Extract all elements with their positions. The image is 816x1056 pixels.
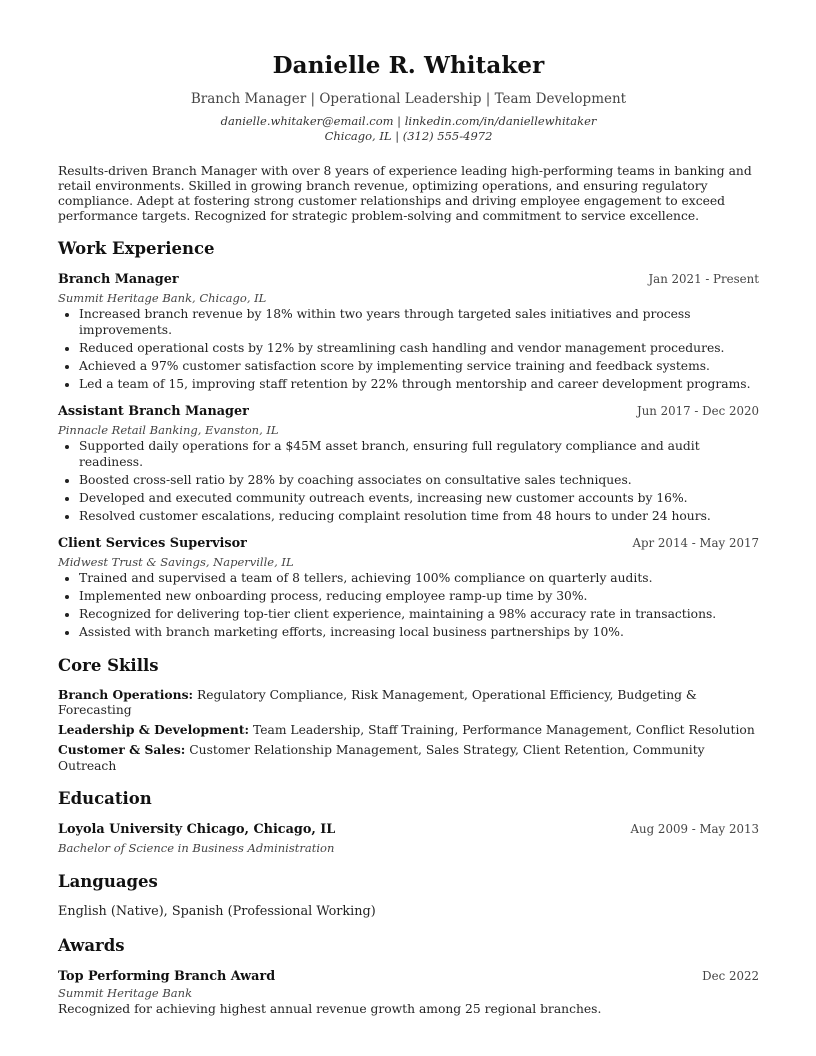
- skill-group-values: Team Leadership, Staff Training, Performance Management, Conflict Resolution: [252, 723, 755, 737]
- job-entry: [58, 270, 759, 392]
- contact-line-location-phone: Chicago, IL | (312) 555-4972: [324, 129, 493, 143]
- job-dates: Jun 2017 - Dec 2020: [636, 404, 759, 418]
- job-bullet: • Boosted cross-sell ratio by 28% by coaching associates on consultative sales techniques.: [79, 473, 759, 489]
- work-experience-section: [58, 238, 759, 641]
- awards-section: [58, 935, 759, 1017]
- section-title-work-experience: Work Experience: [58, 239, 215, 258]
- job-title: Client Services Supervisor: [58, 536, 247, 551]
- section-title-core-skills: Core Skills: [58, 655, 159, 675]
- job-bullets: [58, 307, 759, 392]
- skill-group-label: Branch Operations:: [58, 686, 194, 702]
- education-dates: Aug 2009 - May 2013: [630, 822, 759, 836]
- candidate-name: Danielle R. Whitaker: [272, 52, 545, 79]
- award-description: Recognized for achieving highest annual revenue growth among 25 regional branches.: [58, 1002, 602, 1016]
- languages-section: [58, 871, 759, 921]
- job-bullets: [58, 439, 759, 524]
- skill-group-values: Regulatory Compliance, Risk Management, Operational Efficiency, Budgeting & Forecasting: [58, 687, 697, 717]
- job-bullet: • Developed and executed community outreach events, increasing new customer accounts by 16%.: [79, 491, 759, 507]
- resume-page: [58, 50, 759, 1017]
- skill-group-label: Leadership & Development:: [58, 722, 250, 737]
- job-bullet: • Supported daily operations for a $45M asset branch, ensuring full regulatory compliance and audit readiness.: [79, 439, 759, 470]
- job-entry: [58, 402, 759, 524]
- job-title: Branch Manager: [58, 272, 179, 287]
- job-bullet: • Assisted with branch marketing efforts, increasing local business partnerships by 10%.: [79, 625, 759, 641]
- school-name: Loyola University Chicago, Chicago, IL: [58, 822, 336, 837]
- job-bullet: • Increased branch revenue by 18% within two years through targeted sales initiatives and process improvements.: [79, 307, 759, 338]
- award-name: Top Performing Branch Award: [58, 969, 276, 984]
- job-bullet: • Resolved customer escalations, reducing complaint resolution time from 48 hours to under 24 hours.: [79, 509, 759, 525]
- degree: Bachelor of Science in Business Administration: [58, 841, 335, 855]
- award-date: Dec 2022: [702, 969, 759, 983]
- job-bullet: • Led a team of 15, improving staff retention by 22% through mentorship and career development programs.: [79, 377, 759, 393]
- job-bullet: • Trained and supervised a team of 8 tellers, achieving 100% compliance on quarterly audits.: [79, 571, 759, 587]
- job-bullet: • Implemented new onboarding process, reducing employee ramp-up time by 30%.: [79, 589, 759, 605]
- contact-line-email-linkedin: danielle.whitaker@email.com | linkedin.com/in/daniellewhitaker: [220, 114, 597, 128]
- job-dates: Jan 2021 - Present: [648, 272, 759, 286]
- candidate-tagline: Branch Manager | Operational Leadership | Team Development: [190, 91, 627, 107]
- section-title-education: Education: [58, 789, 152, 808]
- job-entry: [58, 534, 759, 641]
- skill-group: [58, 687, 759, 719]
- job-bullet: • Reduced operational costs by 12% by streamlining cash handling and vendor management procedures.: [79, 341, 759, 357]
- section-title-awards: Awards: [58, 936, 125, 955]
- job-employer: Summit Heritage Bank, Chicago, IL: [58, 291, 267, 305]
- section-title-languages: Languages: [58, 872, 158, 891]
- award-organization: Summit Heritage Bank: [58, 986, 193, 1000]
- skill-group-values: Customer Relationship Management, Sales Strategy, Client Retention, Community Outreach: [58, 743, 705, 773]
- job-dates: Apr 2014 - May 2017: [632, 536, 759, 550]
- skill-group: [58, 722, 759, 739]
- professional-summary: Results-driven Branch Manager with over 8 years of experience leading high-performing teams in banking and retail environments. Skilled in growing branch revenue, optimizing operations, and ensuring regulatory compliance. Adept at fostering strong customer relationships and driving employee engagement to exceed performance targets. Recognized for strategic problem-solving and commitment to service excellence.: [58, 164, 752, 223]
- job-title: Assistant Branch Manager: [58, 404, 249, 419]
- job-bullets: [58, 571, 759, 641]
- resume-header: [58, 50, 759, 144]
- core-skills-section: [58, 655, 759, 775]
- job-bullet: • Recognized for delivering top-tier client experience, maintaining a 98% accuracy rate in transactions.: [79, 607, 759, 623]
- education-section: [58, 788, 759, 857]
- job-employer: Midwest Trust & Savings, Naperville, IL: [58, 555, 294, 569]
- skill-group-label: Customer & Sales:: [58, 742, 186, 757]
- job-bullet: • Achieved a 97% customer satisfaction score by implementing service training and feedback systems.: [79, 359, 759, 375]
- job-employer: Pinnacle Retail Banking, Evanston, IL: [58, 423, 279, 437]
- languages-list: English (Native), Spanish (Professional Working): [58, 904, 376, 919]
- skill-group: [58, 742, 759, 774]
